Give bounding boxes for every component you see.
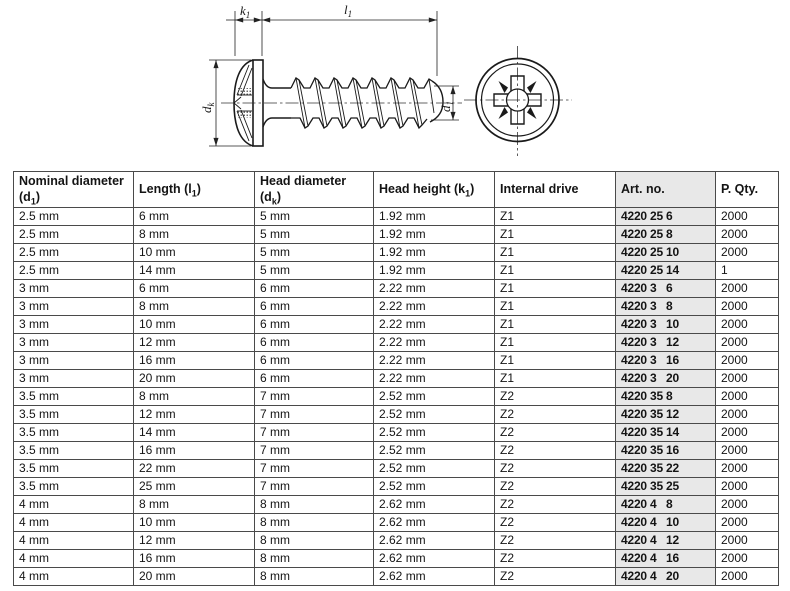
cell-art-no <box>616 334 716 352</box>
cell-nominal-diameter: 3 mm <box>14 370 134 388</box>
cell-art-no <box>616 568 716 586</box>
art-no-code: 4220 25 <box>621 263 663 278</box>
cell-head-height: 1.92 mm <box>374 244 495 262</box>
spec-table-body <box>14 208 779 586</box>
table-row <box>14 316 779 334</box>
cell-head-diameter: 5 mm <box>255 226 374 244</box>
column-header-nominal-diameter: Nominal diameter $(d_1)$ <box>14 172 134 208</box>
art-no-length: 10 <box>666 317 679 332</box>
cell-head-height: 2.52 mm <box>374 406 495 424</box>
art-no-code: 4220 4 <box>621 569 657 584</box>
cell-nominal-diameter: 4 mm <box>14 550 134 568</box>
column-header-p-qty: P. Qty. <box>716 172 779 208</box>
cell-head-diameter: 8 mm <box>255 514 374 532</box>
cell-head-height: 2.22 mm <box>374 352 495 370</box>
art-no-code: 4220 4 <box>621 551 657 566</box>
cell-length: 8 mm <box>134 388 255 406</box>
screw-front-view <box>464 46 572 156</box>
cell-p-qty: 2000 <box>716 532 779 550</box>
cell-head-height: 2.22 mm <box>374 370 495 388</box>
cell-length: 20 mm <box>134 568 255 586</box>
table-row <box>14 208 779 226</box>
cell-art-no <box>616 244 716 262</box>
table-row <box>14 568 779 586</box>
cell-head-diameter: 6 mm <box>255 280 374 298</box>
cell-p-qty: 2000 <box>716 370 779 388</box>
cell-art-no <box>616 478 716 496</box>
art-no-code: 4220 4 <box>621 497 657 512</box>
cell-internal-drive: Z1 <box>495 280 616 298</box>
column-header-art-no: Art. no. <box>616 172 716 208</box>
cell-length: 16 mm <box>134 352 255 370</box>
cell-head-height: 2.62 mm <box>374 532 495 550</box>
art-no-code: 4220 4 <box>621 515 657 530</box>
cell-art-no <box>616 280 716 298</box>
cell-art-no <box>616 262 716 280</box>
cell-nominal-diameter: 2.5 mm <box>14 244 134 262</box>
column-header-length: Length $(l_1)$ <box>134 172 255 208</box>
cell-nominal-diameter: 2.5 mm <box>14 262 134 280</box>
table-row <box>14 370 779 388</box>
cell-art-no <box>616 298 716 316</box>
cell-head-height: 2.22 mm <box>374 298 495 316</box>
cell-nominal-diameter: 4 mm <box>14 496 134 514</box>
cell-length: 8 mm <box>134 226 255 244</box>
table-row <box>14 262 779 280</box>
cell-internal-drive: Z1 <box>495 262 616 280</box>
cell-head-diameter: 8 mm <box>255 550 374 568</box>
art-no-code: 4220 35 <box>621 389 663 404</box>
cell-p-qty: 2000 <box>716 244 779 262</box>
cell-art-no <box>616 514 716 532</box>
table-row <box>14 460 779 478</box>
dim-label-d1: $d_1$ <box>438 101 455 112</box>
cell-art-no <box>616 406 716 424</box>
cell-head-diameter: 6 mm <box>255 370 374 388</box>
header-row <box>14 172 779 208</box>
art-no-length: 12 <box>666 407 679 422</box>
art-no-length: 25 <box>666 479 679 494</box>
table-row <box>14 442 779 460</box>
cell-p-qty: 2000 <box>716 568 779 586</box>
screw-side-view <box>221 60 462 146</box>
cell-nominal-diameter: 3 mm <box>14 334 134 352</box>
cell-head-height: 2.62 mm <box>374 496 495 514</box>
art-no-code: 4220 35 <box>621 461 663 476</box>
cell-head-diameter: 6 mm <box>255 334 374 352</box>
cell-p-qty: 2000 <box>716 352 779 370</box>
cell-length: 22 mm <box>134 460 255 478</box>
table-row <box>14 244 779 262</box>
art-no-code: 4220 25 <box>621 245 663 260</box>
cell-head-height: 2.62 mm <box>374 514 495 532</box>
art-no-code: 4220 3 <box>621 317 657 332</box>
cell-internal-drive: Z1 <box>495 298 616 316</box>
art-no-code: 4220 3 <box>621 281 657 296</box>
cell-length: 16 mm <box>134 550 255 568</box>
cell-nominal-diameter: 2.5 mm <box>14 226 134 244</box>
cell-nominal-diameter: 3.5 mm <box>14 442 134 460</box>
cell-p-qty: 2000 <box>716 550 779 568</box>
cell-art-no <box>616 352 716 370</box>
art-no-length: 14 <box>666 263 679 278</box>
cell-internal-drive: Z1 <box>495 334 616 352</box>
technical-drawing <box>0 0 790 168</box>
cell-nominal-diameter: 3.5 mm <box>14 406 134 424</box>
column-header-internal-drive: Internal drive <box>495 172 616 208</box>
art-no-length: 6 <box>666 281 673 296</box>
art-no-length: 20 <box>666 569 679 584</box>
table-row <box>14 424 779 442</box>
cell-nominal-diameter: 3 mm <box>14 352 134 370</box>
cell-head-diameter: 7 mm <box>255 424 374 442</box>
cell-internal-drive: Z2 <box>495 550 616 568</box>
cell-head-height: 1.92 mm <box>374 208 495 226</box>
art-no-code: 4220 35 <box>621 407 663 422</box>
cell-p-qty: 2000 <box>716 406 779 424</box>
cell-length: 25 mm <box>134 478 255 496</box>
table-row <box>14 334 779 352</box>
cell-head-height: 2.62 mm <box>374 568 495 586</box>
column-header-head-height: Head height $(k_1)$ <box>374 172 495 208</box>
cell-internal-drive: Z1 <box>495 208 616 226</box>
cell-head-diameter: 6 mm <box>255 298 374 316</box>
art-no-length: 22 <box>666 461 679 476</box>
art-no-length: 16 <box>666 443 679 458</box>
art-no-length: 8 <box>666 227 673 242</box>
cell-length: 10 mm <box>134 316 255 334</box>
cell-art-no <box>616 316 716 334</box>
art-no-code: 4220 35 <box>621 425 663 440</box>
table-row <box>14 406 779 424</box>
art-no-code: 4220 3 <box>621 353 657 368</box>
cell-length: 12 mm <box>134 532 255 550</box>
cell-art-no <box>616 370 716 388</box>
cell-art-no <box>616 460 716 478</box>
cell-head-height: 2.22 mm <box>374 316 495 334</box>
cell-length: 14 mm <box>134 262 255 280</box>
table-row <box>14 352 779 370</box>
art-no-code: 4220 25 <box>621 209 663 224</box>
table-row <box>14 478 779 496</box>
cell-head-height: 2.52 mm <box>374 478 495 496</box>
cell-art-no <box>616 424 716 442</box>
cell-p-qty: 2000 <box>716 460 779 478</box>
cell-p-qty: 2000 <box>716 334 779 352</box>
dim-label-dk: $d_k$ <box>199 102 216 113</box>
cell-internal-drive: Z2 <box>495 424 616 442</box>
cell-p-qty: 2000 <box>716 496 779 514</box>
cell-p-qty: 2000 <box>716 388 779 406</box>
cell-length: 6 mm <box>134 280 255 298</box>
cell-head-diameter: 7 mm <box>255 388 374 406</box>
cell-head-height: 1.92 mm <box>374 262 495 280</box>
cell-head-height: 2.52 mm <box>374 460 495 478</box>
cell-length: 6 mm <box>134 208 255 226</box>
cell-internal-drive: Z2 <box>495 514 616 532</box>
cell-art-no <box>616 226 716 244</box>
spec-table <box>13 171 779 586</box>
art-no-code: 4220 3 <box>621 299 657 314</box>
cell-p-qty: 1 <box>716 262 779 280</box>
art-no-length: 8 <box>666 299 673 314</box>
column-header-head-diameter: Head diameter $(d_k)$ <box>255 172 374 208</box>
art-no-length: 14 <box>666 425 679 440</box>
cell-length: 20 mm <box>134 370 255 388</box>
art-no-length: 8 <box>666 389 673 404</box>
cell-internal-drive: Z2 <box>495 442 616 460</box>
art-no-length: 16 <box>666 353 679 368</box>
art-no-length: 20 <box>666 371 679 386</box>
cell-length: 10 mm <box>134 514 255 532</box>
cell-internal-drive: Z1 <box>495 226 616 244</box>
cell-head-height: 2.52 mm <box>374 442 495 460</box>
cell-internal-drive: Z1 <box>495 316 616 334</box>
cell-nominal-diameter: 2.5 mm <box>14 208 134 226</box>
art-no-length: 8 <box>666 497 673 512</box>
cell-head-height: 2.52 mm <box>374 388 495 406</box>
cell-p-qty: 2000 <box>716 478 779 496</box>
cell-head-diameter: 7 mm <box>255 478 374 496</box>
cell-internal-drive: Z1 <box>495 244 616 262</box>
cell-internal-drive: Z1 <box>495 370 616 388</box>
cell-length: 10 mm <box>134 244 255 262</box>
cell-nominal-diameter: 3 mm <box>14 316 134 334</box>
dim-label-k1: $k_1$ <box>240 3 251 20</box>
table-row <box>14 550 779 568</box>
cell-internal-drive: Z1 <box>495 352 616 370</box>
cell-head-height: 2.52 mm <box>374 424 495 442</box>
cell-nominal-diameter: 4 mm <box>14 568 134 586</box>
cell-internal-drive: Z2 <box>495 478 616 496</box>
cell-nominal-diameter: 4 mm <box>14 514 134 532</box>
cell-head-diameter: 7 mm <box>255 460 374 478</box>
art-no-length: 12 <box>666 533 679 548</box>
cell-head-diameter: 5 mm <box>255 262 374 280</box>
cell-length: 12 mm <box>134 334 255 352</box>
cell-nominal-diameter: 3.5 mm <box>14 460 134 478</box>
cell-art-no <box>616 442 716 460</box>
art-no-code: 4220 35 <box>621 443 663 458</box>
table-row <box>14 388 779 406</box>
art-no-length: 12 <box>666 335 679 350</box>
spec-table-head <box>14 172 779 208</box>
cell-internal-drive: Z2 <box>495 568 616 586</box>
table-row <box>14 496 779 514</box>
cell-nominal-diameter: 3 mm <box>14 280 134 298</box>
cell-art-no <box>616 496 716 514</box>
cell-internal-drive: Z2 <box>495 496 616 514</box>
table-row <box>14 532 779 550</box>
cell-p-qty: 2000 <box>716 424 779 442</box>
cell-art-no <box>616 208 716 226</box>
art-no-code: 4220 3 <box>621 335 657 350</box>
cell-length: 8 mm <box>134 298 255 316</box>
cell-length: 12 mm <box>134 406 255 424</box>
art-no-length: 10 <box>666 515 679 530</box>
cell-head-diameter: 8 mm <box>255 532 374 550</box>
cell-internal-drive: Z2 <box>495 460 616 478</box>
dim-label-l1: $l_1$ <box>344 2 353 19</box>
cell-length: 14 mm <box>134 424 255 442</box>
cell-art-no <box>616 532 716 550</box>
cell-art-no <box>616 550 716 568</box>
cell-art-no <box>616 388 716 406</box>
cell-nominal-diameter: 3.5 mm <box>14 478 134 496</box>
table-row <box>14 226 779 244</box>
art-no-length: 10 <box>666 245 679 260</box>
cell-head-diameter: 5 mm <box>255 208 374 226</box>
cell-nominal-diameter: 3.5 mm <box>14 388 134 406</box>
cell-head-diameter: 6 mm <box>255 352 374 370</box>
cell-p-qty: 2000 <box>716 316 779 334</box>
cell-head-height: 1.92 mm <box>374 226 495 244</box>
cell-p-qty: 2000 <box>716 298 779 316</box>
art-no-length: 6 <box>666 209 673 224</box>
cell-length: 8 mm <box>134 496 255 514</box>
cell-internal-drive: Z2 <box>495 532 616 550</box>
cell-head-height: 2.22 mm <box>374 280 495 298</box>
cell-head-diameter: 7 mm <box>255 442 374 460</box>
cell-nominal-diameter: 3.5 mm <box>14 424 134 442</box>
cell-p-qty: 2000 <box>716 442 779 460</box>
art-no-code: 4220 4 <box>621 533 657 548</box>
cell-nominal-diameter: 4 mm <box>14 532 134 550</box>
cell-head-height: 2.62 mm <box>374 550 495 568</box>
art-no-code: 4220 35 <box>621 479 663 494</box>
art-no-code: 4220 3 <box>621 371 657 386</box>
table-row <box>14 514 779 532</box>
art-no-code: 4220 25 <box>621 227 663 242</box>
cell-head-diameter: 6 mm <box>255 316 374 334</box>
art-no-length: 16 <box>666 551 679 566</box>
cell-head-diameter: 7 mm <box>255 406 374 424</box>
cell-length: 16 mm <box>134 442 255 460</box>
cell-head-diameter: 8 mm <box>255 568 374 586</box>
cell-p-qty: 2000 <box>716 280 779 298</box>
cell-head-diameter: 8 mm <box>255 496 374 514</box>
cell-nominal-diameter: 3 mm <box>14 298 134 316</box>
cell-head-height: 2.22 mm <box>374 334 495 352</box>
cell-p-qty: 2000 <box>716 208 779 226</box>
cell-internal-drive: Z2 <box>495 406 616 424</box>
table-row <box>14 298 779 316</box>
cell-head-diameter: 5 mm <box>255 244 374 262</box>
table-row <box>14 280 779 298</box>
cell-p-qty: 2000 <box>716 226 779 244</box>
cell-p-qty: 2000 <box>716 514 779 532</box>
cell-internal-drive: Z2 <box>495 388 616 406</box>
